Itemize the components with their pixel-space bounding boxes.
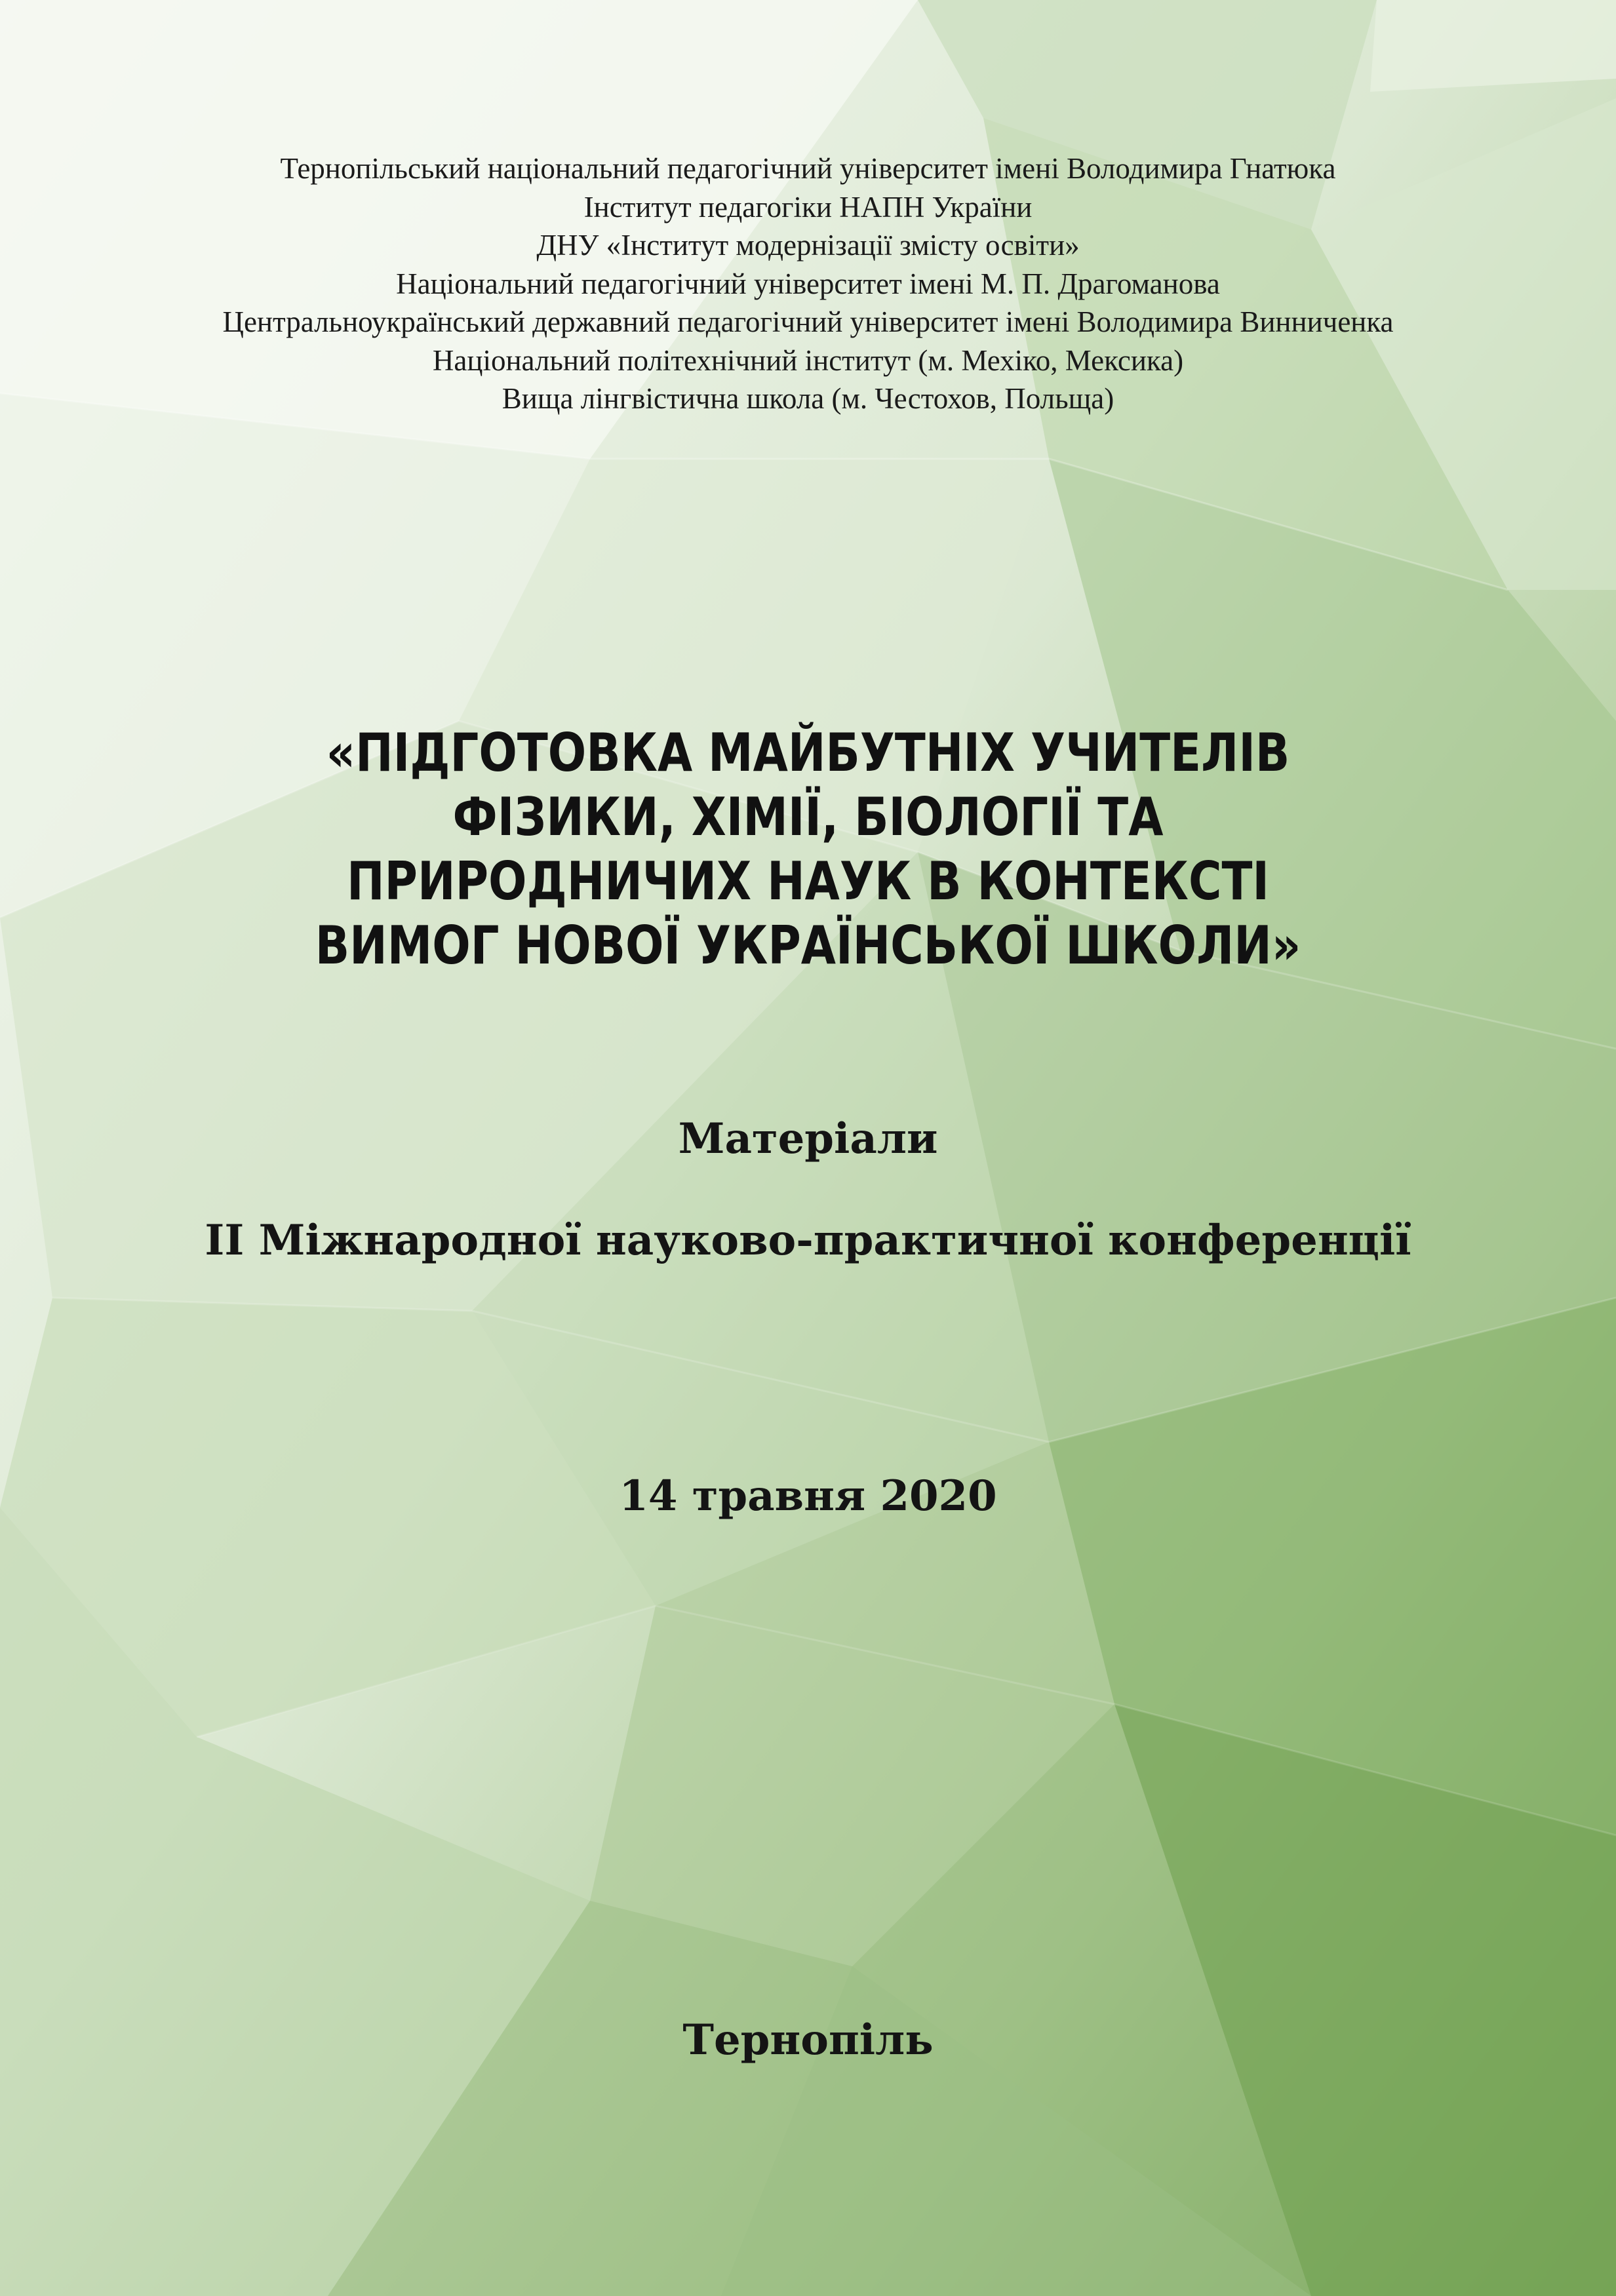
institution-line: Вища лінгвістична школа (м. Честохов, Польща) (502, 382, 1114, 415)
conference-label: ІІ Міжнародної науково-практичної конференції (205, 1216, 1411, 1265)
title-line: ВИМОГ НОВОЇ УКРАЇНСЬКОЇ ШКОЛИ» (315, 915, 1301, 976)
title-line: ФІЗИКИ, ХІМІЇ, БІОЛОГІЇ ТА (452, 787, 1164, 847)
institution-line: Національний педагогічний університет імені М. П. Драгоманова (396, 267, 1220, 300)
conference-title (113, 721, 1503, 978)
conference-date: 14 травня 2020 (619, 1471, 997, 1521)
institution-line: Національний політехнічний інститут (м. Мехіко, Мексика) (432, 343, 1184, 377)
institution-line: Інститут педагогіки НАПН України (583, 190, 1033, 224)
institution-line: ДНУ «Інститут модернізації змісту освіти» (536, 229, 1080, 262)
materials-label: Матеріали (678, 1114, 938, 1163)
publication-city: Тернопіль (682, 2015, 934, 2065)
institution-line: Центральноукраїнський державний педагогічний університет імені Володимира Винниченка (222, 305, 1394, 338)
institution-line: Тернопільський національний педагогічний університет імені Володимира Гнатюка (280, 152, 1336, 185)
title-line: ПРИРОДНИЧИХ НАУК В КОНТЕКСТІ (346, 851, 1270, 912)
institutions-list (0, 149, 1616, 418)
title-line: «ПІДГОТОВКА МАЙБУТНІХ УЧИТЕЛІВ (326, 722, 1290, 783)
